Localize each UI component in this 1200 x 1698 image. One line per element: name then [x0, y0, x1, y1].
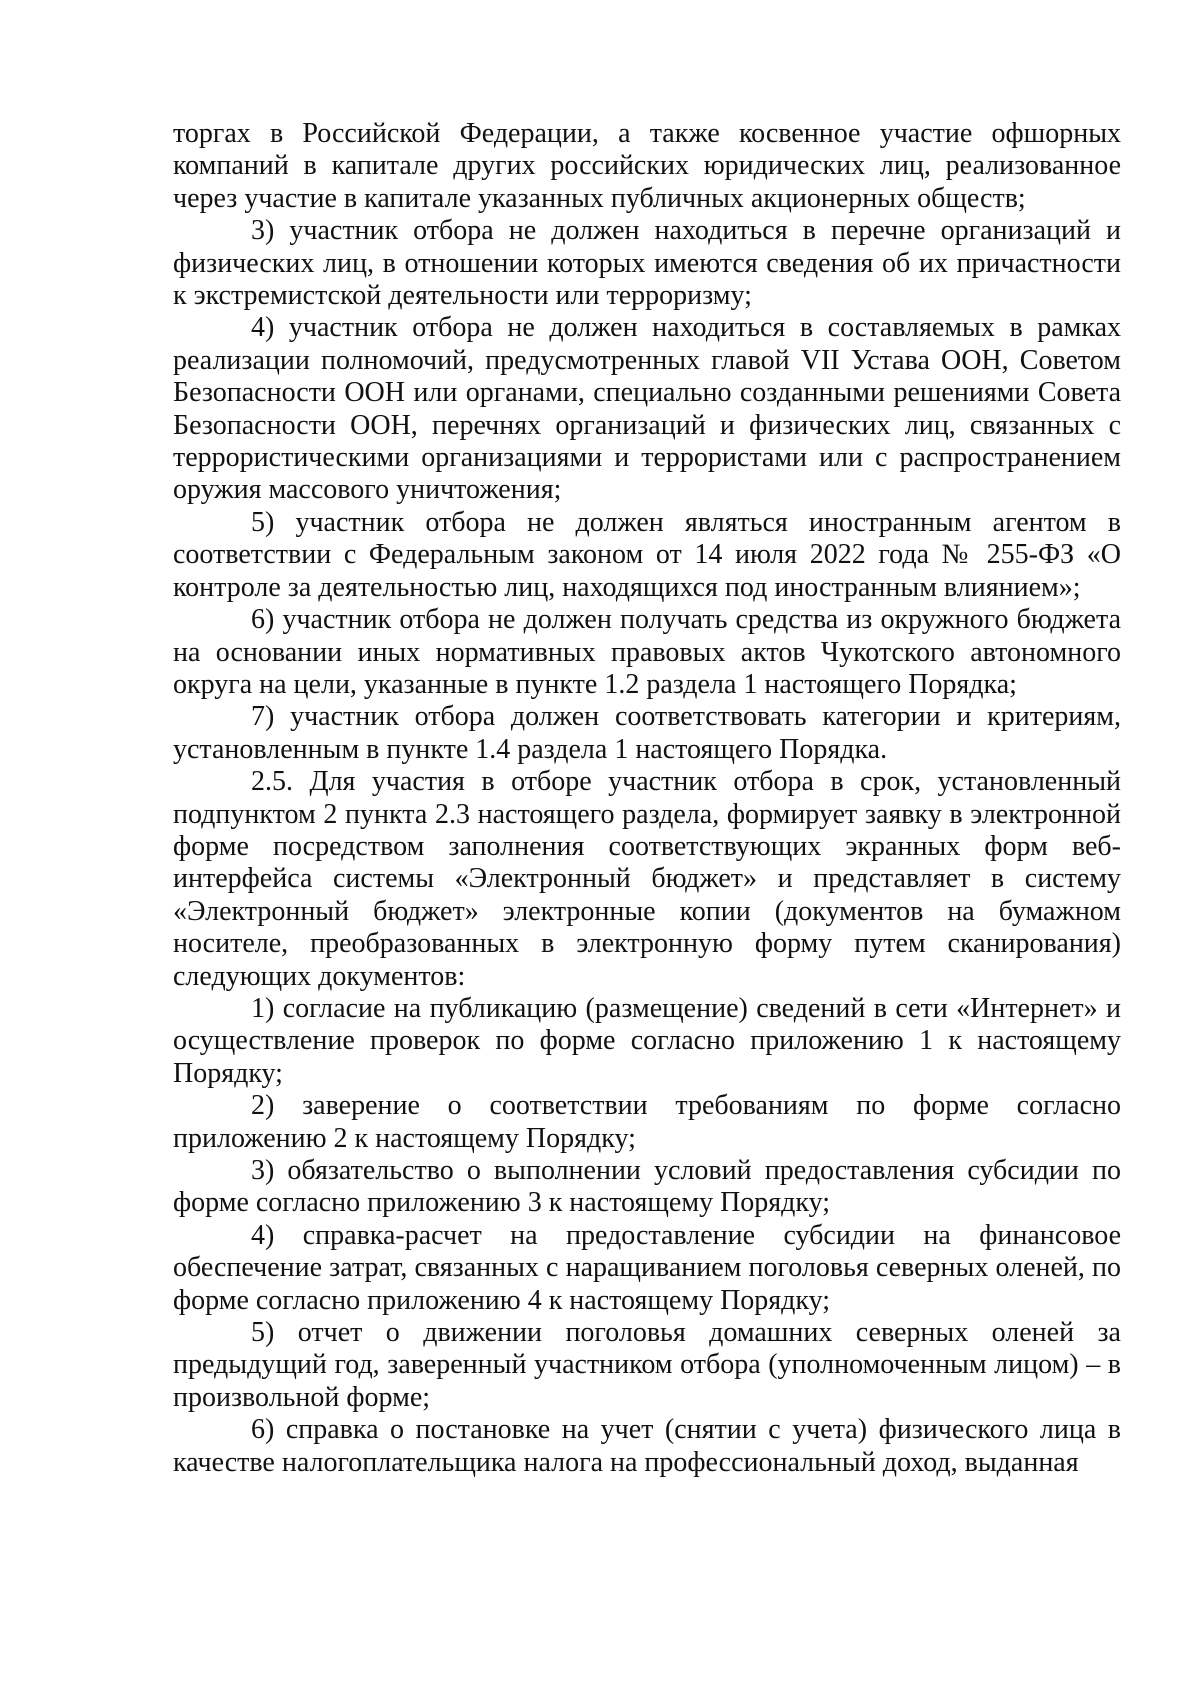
paragraph-doc-1: 1) согласие на публикацию (размещение) сведений в сети «Интернет» и осуществление проверок по форме согласно приложению 1 к настоящему Порядку; [173, 992, 1121, 1089]
paragraph-clause-2-5: 2.5. Для участия в отборе участник отбора в срок, установленный подпунктом 2 пункта 2.3 настоящего раздела, формирует заявку в электронной форме посредством заполнения соответствующих экранных форм веб-интерфейса системы «Электронный бюджет» и представляет в систему «Электронный бюджет» электронные копии (документов на бумажном носителе, преобразованных в электронную форму путем сканирования) следующих документов: [173, 766, 1121, 992]
document-page [173, 118, 1121, 1479]
paragraph-item-6: 6) участник отбора не должен получать средства из окружного бюджета на основании иных нормативных правовых актов Чукотского автономного округа на цели, указанные в пункте 1.2 раздела 1 настоящего Порядка; [173, 604, 1121, 700]
paragraph-item-7: 7) участник отбора должен соответствовать категории и критериям, установленным в пункте 1.4 раздела 1 настоящего Порядка. [173, 701, 1121, 765]
paragraph-item-5: 5) участник отбора не должен являться иностранным агентом в соответствии с Федеральным законом от 14 июля 2022 года № 255-ФЗ «О контроле за деятельностью лиц, находящихся под иностранным влиянием»; [173, 506, 1121, 603]
paragraph-doc-6: 6) справка о постановке на учет (снятии с учета) физического лица в качестве налогоплательщика налога на профессиональный доход, выданная [173, 1414, 1121, 1478]
paragraph-doc-4: 4) справка-расчет на предоставление субсидии на финансовое обеспечение затрат, связанных с наращиванием поголовья северных оленей, по форме согласно приложению 4 к настоящему Порядку; [173, 1219, 1121, 1316]
paragraph-doc-2: 2) заверение о соответствии требованиям по форме согласно приложению 2 к настоящему Порядку; [173, 1090, 1121, 1154]
paragraph-doc-3: 3) обязательство о выполнении условий предоставления субсидии по форме согласно приложению 3 к настоящему Порядку; [173, 1155, 1121, 1219]
paragraph-doc-5: 5) отчет о движении поголовья домашних северных оленей за предыдущий год, заверенный участником отбора (уполномоченным лицом) – в произвольной форме; [173, 1317, 1121, 1413]
paragraph-item-4: 4) участник отбора не должен находиться в составляемых в рамках реализации полномочий, предусмотренных главой VII Устава ООН, Советом Безопасности ООН или органами, специально созданными решениями Совета Безопасности ООН, перечнях организаций и физических лиц, связанных с террористическими организациями и террористами или с распространением оружия массового уничтожения; [173, 312, 1121, 506]
paragraph-continuation: торгах в Российской Федерации, а также косвенное участие офшорных компаний в капитале других российских юридических лиц, реализованное через участие в капитале указанных публичных акционерных обществ; [173, 118, 1121, 214]
paragraph-item-3: 3) участник отбора не должен находиться в перечне организаций и физических лиц, в отношении которых имеются сведения об их причастности к экстремистской деятельности или терроризму; [173, 215, 1121, 312]
